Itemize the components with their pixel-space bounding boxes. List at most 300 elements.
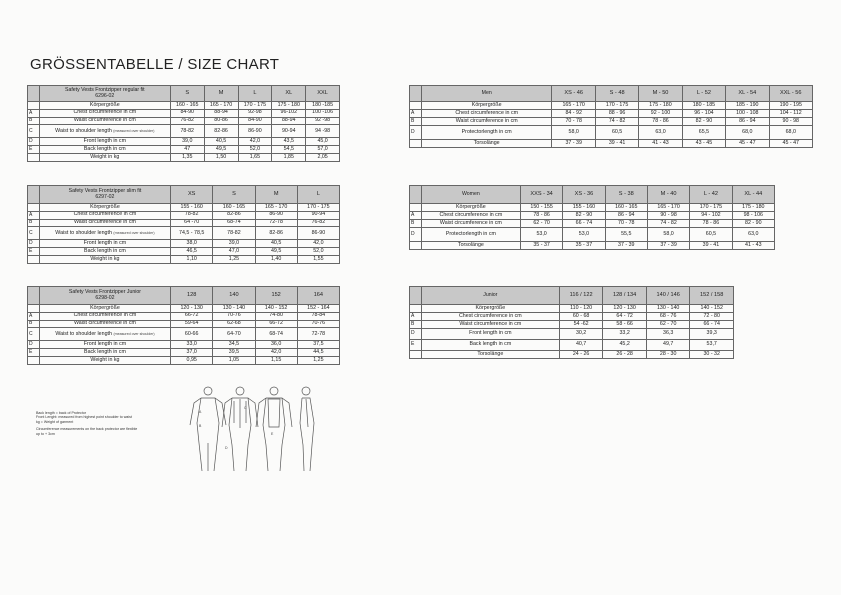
value-cell: 2,05 [306,153,340,161]
note-line: up to + 3cm [36,431,55,436]
row-name-cell [421,126,552,140]
row-name-cell [39,305,170,313]
figure-front [190,387,226,471]
value-cell: 160 - 165 [213,204,255,212]
value-cell: 49,5 [255,248,297,256]
value-cell: 165 - 170 [255,204,297,212]
measurement-figures [186,383,326,478]
value-cell: 190 - 195 [769,102,812,110]
row-name-cell [39,146,170,154]
row-name-cell [39,125,170,138]
value-cell: 39 - 41 [690,242,732,250]
value-cell: 78-82 [171,211,213,219]
value-cell: 45,0 [306,138,340,146]
header-spacer [28,186,40,204]
value-cell: 165 - 170 [552,102,595,110]
value-cell: 60 - 68 [559,313,603,321]
table-row [410,242,775,250]
value-cell: 43,5 [272,138,306,146]
row-name-cell [421,220,520,228]
table-row [410,102,813,110]
size-header: 140 / 146 [646,287,690,305]
value-cell: 33,2 [603,329,647,340]
value-cell: 104 - 112 [769,110,812,118]
table-title: Men [481,89,492,96]
value-cell: 96-102 [272,109,306,117]
row-letter: D [410,329,422,340]
value-cell: 78 - 86 [690,220,732,228]
row-name-cell [421,228,520,242]
table-header-row [28,287,340,305]
table-row [28,320,340,328]
value-cell: 70 - 78 [552,118,595,126]
value-cell: 1,85 [272,153,306,161]
row-name-cell [39,248,170,256]
row-name: Waist circumference in cm [459,320,522,327]
table-row [28,138,340,146]
table-title-cell [39,287,170,305]
table-row [410,204,775,212]
value-cell: 78-82 [170,125,204,138]
row-name-cell [421,140,552,148]
value-cell: 68-74 [213,219,255,227]
size-header: 152 / 158 [690,287,734,305]
row-letter [28,356,40,364]
value-cell: 57,0 [306,146,340,154]
row-letter: E [28,349,40,357]
value-cell: 30 - 32 [690,351,734,359]
row-name-cell [421,110,552,118]
value-cell: 175 - 180 [272,102,306,110]
row-name: Waist circumference in cm [73,117,136,124]
value-cell: 62 - 70 [646,321,690,329]
value-cell: 66-72 [255,320,297,328]
value-cell: 39,0 [213,240,255,248]
row-name-cell [39,102,170,110]
value-cell: 41 - 43 [639,140,682,148]
value-cell: 86 - 94 [605,212,647,220]
row-name-cell [39,211,170,219]
row-name: Körpergröße [456,203,486,210]
header-spacer [410,287,422,305]
value-cell: 98 - 106 [732,212,774,220]
value-cell: 42,0 [238,138,272,146]
value-cell: 165 - 170 [204,102,238,110]
size-header: XXL [306,86,340,102]
row-name: Front length in cm [469,330,512,337]
row-name-cell [39,320,170,328]
value-cell: 37,0 [171,349,213,357]
table-row [28,125,340,138]
row-name: Waist to shoulder length [55,127,112,134]
value-cell: 40,5 [255,240,297,248]
row-letter: C [28,125,40,138]
row-letter: B [28,219,40,227]
row-name: Chest circumference in cm [73,312,137,319]
value-cell: 150 - 155 [520,204,562,212]
row-name-cell [421,313,559,321]
value-cell: 82 - 90 [682,118,725,126]
table-row [28,240,340,248]
row-name: Chest circumference in cm [439,211,503,218]
value-cell: 49,7 [646,340,690,351]
row-name-cell [39,117,170,125]
row-letter: A [410,313,422,321]
value-cell: 78 - 86 [639,118,682,126]
size-header: S [213,186,255,204]
row-name-cell [421,305,559,313]
row-name-cell [421,204,520,212]
value-cell: 24 - 26 [559,351,603,359]
row-name-cell [39,204,170,212]
table-row [28,248,340,256]
value-cell: 44,5 [297,349,339,357]
size-header: L - 42 [690,186,732,204]
table-title: Safety Vests Frontzipper regular fit [65,87,145,94]
table-title: Junior [483,291,498,298]
table-row [28,109,340,117]
table-row [410,220,775,228]
table-row [28,305,340,313]
value-cell: 54,5 [272,146,306,154]
value-cell: 36,0 [255,341,297,349]
table-junior [409,286,734,359]
size-header: XL - 54 [726,86,769,102]
value-cell: 80-86 [204,117,238,125]
table-row [410,228,775,242]
value-cell: 175 - 180 [639,102,682,110]
row-name-cell [39,349,170,357]
row-name: Waist circumference in cm [439,219,502,226]
row-name-cell [39,227,170,240]
value-cell: 46,5 [171,248,213,256]
table-row [28,146,340,154]
table-row [410,351,734,359]
table-row [410,126,813,140]
value-cell: 84 - 92 [552,110,595,118]
table-header-row [28,186,340,204]
figure-label-e: E [271,432,274,436]
page-title: GRÖSSENTABELLE / SIZE CHART [30,56,280,73]
table-junior-vest [27,286,340,365]
figure-label-d: D [225,446,228,450]
size-header: XL [272,86,306,102]
table-row [410,305,734,313]
value-cell: 62 - 70 [520,220,562,228]
row-letter: A [28,109,40,117]
value-cell: 88-94 [272,117,306,125]
value-cell: 86-90 [238,125,272,138]
size-header: XS [171,186,213,204]
value-cell: 36,3 [646,329,690,340]
row-letter [410,102,422,110]
value-cell: 120 - 130 [603,305,647,313]
value-cell: 180 - 185 [682,102,725,110]
value-cell: 1,50 [204,153,238,161]
table-row [28,153,340,161]
value-cell: 74 - 82 [595,118,638,126]
row-name: Front length in cm [83,138,126,145]
value-cell: 88 - 96 [595,110,638,118]
value-cell: 100 - 108 [726,110,769,118]
row-name: Back length in cm [83,145,126,152]
value-cell: 72-78 [297,328,339,341]
size-header: 128 [171,287,213,305]
value-cell: 155 - 160 [171,204,213,212]
table-title-cell [39,86,170,102]
value-cell: 64 -70 [171,219,213,227]
value-cell: 86-90 [297,227,339,240]
row-name-cell [421,351,559,359]
row-name: Waist circumference in cm [455,117,518,124]
value-cell: 92 - 100 [639,110,682,118]
value-cell: 90-94 [272,125,306,138]
value-cell: 0,95 [171,356,213,364]
value-cell: 94 -98 [306,125,340,138]
table-row [28,255,340,263]
row-name: Körpergröße [90,203,120,210]
value-cell: 53,0 [563,228,605,242]
value-cell: 86-90 [255,211,297,219]
value-cell: 1,65 [238,153,272,161]
table-code: 6296-02 [95,92,115,99]
value-cell: 54 -62 [559,321,603,329]
value-cell: 37,5 [297,341,339,349]
value-cell: 63,0 [639,126,682,140]
size-header: XL - 44 [732,186,774,204]
size-header: S - 48 [595,86,638,102]
value-cell: 170 - 175 [238,102,272,110]
row-name-cell [39,356,170,364]
value-cell: 1,10 [171,255,213,263]
table-row [410,110,813,118]
value-cell: 43 - 45 [682,140,725,148]
row-letter [410,242,422,250]
value-cell: 68,0 [726,126,769,140]
row-name: Back length in cm [469,341,512,348]
value-cell: 55,5 [605,228,647,242]
value-cell: 78-84 [297,312,339,320]
value-cell: 62-68 [213,320,255,328]
row-letter [410,204,422,212]
value-cell: 33,0 [171,341,213,349]
row-name-cell [39,312,170,320]
value-cell: 76-82 [297,219,339,227]
row-letter: D [28,341,40,349]
row-name-cell [39,109,170,117]
row-letter: D [410,126,422,140]
value-cell: 60-66 [171,328,213,341]
row-name-cell [39,138,170,146]
table-women [409,185,775,250]
value-cell: 96 - 104 [682,110,725,118]
size-header: XXL - 56 [769,86,812,102]
size-header: S [170,86,204,102]
row-name: Front length in cm [83,341,127,348]
value-cell: 92 -98 [306,117,340,125]
table-code: 6298-02 [95,294,115,301]
table-title-cell [421,186,520,204]
header-spacer [410,86,422,102]
value-cell: 64-70 [213,328,255,341]
value-cell: 130 - 140 [646,305,690,313]
row-letter: E [28,146,40,154]
size-header: L [238,86,272,102]
row-name: Chest circumference in cm [73,109,137,116]
value-cell: 37 - 39 [605,242,647,250]
row-name-cell [39,153,170,161]
value-cell: 1,25 [213,255,255,263]
table-row [28,341,340,349]
table-regular-fit [27,85,340,162]
value-cell: 84-90 [238,117,272,125]
row-name: Körpergröße [471,101,502,108]
value-cell: 37 - 39 [647,242,689,250]
value-cell: 90 - 98 [769,118,812,126]
table-row [28,204,340,212]
value-cell: 49,5 [204,146,238,154]
table-row [28,117,340,125]
value-cell: 40,5 [204,138,238,146]
value-cell: 60,5 [690,228,732,242]
value-cell: 110 - 120 [559,305,603,313]
row-letter: A [28,211,40,219]
value-cell: 45 - 47 [726,140,769,148]
value-cell: 41 - 43 [732,242,774,250]
value-cell: 53,7 [690,340,734,351]
header-spacer [28,287,40,305]
table-header-row [410,186,775,204]
value-cell: 47,0 [213,248,255,256]
row-name-cell [39,240,170,248]
row-letter [28,153,40,161]
row-name: Torsolänge [473,139,500,146]
size-header: S - 38 [605,186,647,204]
value-cell: 53,0 [520,228,562,242]
table-row [410,321,734,329]
size-header: 152 [255,287,297,305]
value-cell: 65,5 [682,126,725,140]
value-cell: 130 - 140 [213,305,255,313]
row-letter: A [410,110,422,118]
value-cell: 39,5 [213,349,255,357]
value-cell: 70 - 78 [605,220,647,228]
row-letter [410,305,422,313]
value-cell: 39,0 [170,138,204,146]
row-name: Waist circumference in cm [73,219,136,226]
value-cell: 74 - 82 [647,220,689,228]
row-letter: A [28,312,40,320]
value-cell: 26 - 28 [603,351,647,359]
row-name: Waist to shoulder length [55,330,112,337]
size-header: M [204,86,238,102]
row-letter [28,102,40,110]
value-cell: 1,05 [213,356,255,364]
value-cell: 82-86 [213,211,255,219]
value-cell: 160 - 165 [170,102,204,110]
note-line: Front Lenght: measured from highest point shoulder to waist [36,415,132,420]
value-cell: 165 - 170 [647,204,689,212]
row-name: Back length in cm [84,247,126,254]
value-cell: 52,0 [297,248,339,256]
value-cell: 37 - 39 [552,140,595,148]
size-header: M - 40 [647,186,689,204]
value-cell: 92-98 [238,109,272,117]
row-note: (measured over shoulder) [113,128,155,133]
row-name-cell [39,341,170,349]
table-row [28,219,340,227]
table-row [28,312,340,320]
table-row [410,118,813,126]
value-cell: 45 - 47 [769,140,812,148]
value-cell: 152 - 164 [297,305,339,313]
value-cell: 63,0 [732,228,774,242]
table-header-row [28,86,340,102]
row-name: Back length in cm [84,348,126,355]
row-letter: D [28,138,40,146]
size-header: 116 / 122 [559,287,603,305]
value-cell: 82-86 [255,227,297,240]
value-cell: 70-76 [297,320,339,328]
value-cell: 88-94 [204,109,238,117]
value-cell: 64 - 72 [603,313,647,321]
row-name: Front length in cm [83,240,127,247]
measurement-notes [36,411,186,436]
figure-vest-back [256,387,292,471]
value-cell: 1,15 [255,356,297,364]
table-row [28,211,340,219]
table-row [410,329,734,340]
value-cell: 30,2 [559,329,603,340]
table-row [410,212,775,220]
size-header: M [255,186,297,204]
table-men [409,85,813,148]
row-name: Torsolänge [457,241,484,248]
table-row [410,340,734,351]
value-cell: 170 - 175 [297,204,339,212]
value-cell: 82-86 [204,125,238,138]
value-cell: 170 - 175 [595,102,638,110]
note-line: Circumference measurements on the back protector are flexible [36,427,138,432]
value-cell: 52,0 [238,146,272,154]
value-cell: 58 - 66 [603,321,647,329]
row-name: Weight in kg [90,255,120,262]
value-cell: 100 -106 [306,109,340,117]
value-cell: 86 - 94 [726,118,769,126]
size-header: M - 50 [639,86,682,102]
value-cell: 42,0 [255,349,297,357]
value-cell: 35 - 37 [520,242,562,250]
row-letter [410,351,422,359]
size-header: 140 [213,287,255,305]
row-name-cell [421,321,559,329]
row-letter: A [410,212,422,220]
value-cell: 60,5 [595,126,638,140]
value-cell: 58,0 [647,228,689,242]
value-cell: 68 - 76 [646,313,690,321]
row-name: Torsolänge [477,350,504,357]
value-cell: 1,40 [255,255,297,263]
table-row [28,349,340,357]
value-cell: 90 - 98 [647,212,689,220]
row-name: Chest circumference in cm [455,109,519,116]
value-cell: 66-72 [171,312,213,320]
row-letter: B [410,118,422,126]
value-cell: 35 - 37 [563,242,605,250]
row-letter: D [28,240,40,248]
row-name-cell [421,329,559,340]
table-slim-fit [27,185,340,264]
